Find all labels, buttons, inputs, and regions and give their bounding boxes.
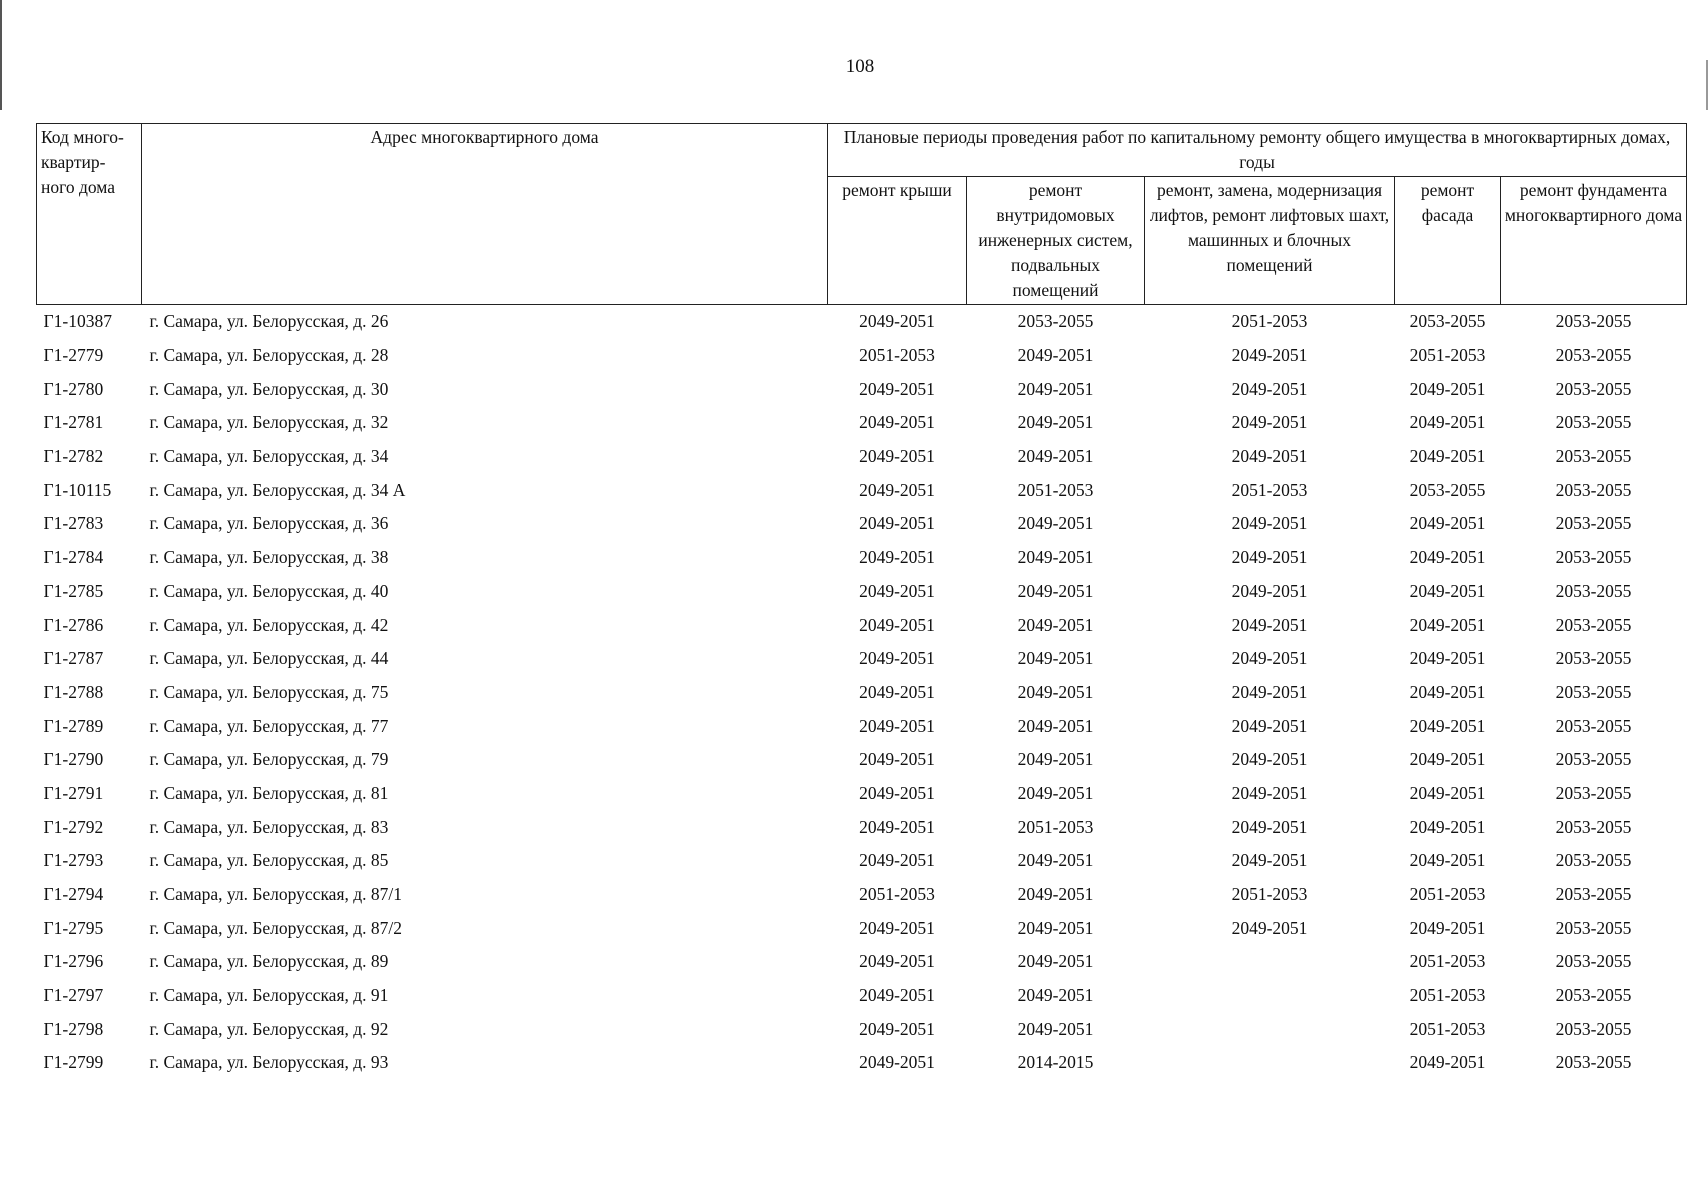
cell-roof: 2049-2051	[859, 378, 935, 399]
cell-foundation: 2053-2055	[1555, 614, 1632, 635]
header-code: Код много-квартир-ного дома	[37, 124, 142, 305]
cell-engineering: 2051-2053	[1017, 479, 1094, 500]
cell-engineering: 2049-2051	[1017, 681, 1094, 702]
cell-address: г. Самара, ул. Белорусская, д. 44	[149, 648, 389, 669]
cell-facade: 2049-2051	[1409, 378, 1486, 399]
cell-foundation: 2053-2055	[1555, 884, 1632, 905]
cell-foundation: 2053-2055	[1555, 311, 1632, 332]
cell-roof: 2049-2051	[859, 850, 935, 871]
cell-code: Г1-2797	[43, 985, 104, 1006]
cell-roof: 2049-2051	[859, 412, 935, 433]
cell-code: Г1-2792	[43, 816, 104, 837]
cell-code: Г1-2798	[43, 1018, 104, 1039]
cell-engineering: 2049-2051	[1017, 749, 1094, 770]
table-row	[37, 743, 1687, 777]
cell-code: Г1-2783	[43, 513, 104, 534]
cell-code: Г1-2795	[43, 917, 104, 938]
cell-foundation: 2053-2055	[1555, 580, 1632, 601]
cell-engineering: 2049-2051	[1017, 513, 1094, 534]
table-row	[37, 945, 1687, 979]
table-row	[37, 676, 1687, 710]
table-row	[37, 406, 1687, 440]
cell-facade: 2049-2051	[1409, 580, 1486, 601]
table-row	[37, 339, 1687, 373]
cell-address: г. Самара, ул. Белорусская, д. 36	[149, 513, 389, 534]
cell-engineering: 2014-2015	[1017, 1052, 1094, 1073]
cell-engineering: 2049-2051	[1017, 648, 1094, 669]
cell-engineering: 2049-2051	[1017, 378, 1094, 399]
cell-foundation: 2053-2055	[1555, 715, 1632, 736]
table-row	[37, 305, 1687, 339]
cell-facade: 2051-2053	[1409, 985, 1486, 1006]
cell-foundation: 2053-2055	[1555, 648, 1632, 669]
cell-address: г. Самара, ул. Белорусская, д. 42	[149, 614, 389, 635]
cell-facade: 2049-2051	[1409, 547, 1486, 568]
cell-address: г. Самара, ул. Белорусская, д. 32	[149, 412, 389, 433]
cell-engineering: 2053-2055	[1017, 311, 1094, 332]
cell-roof: 2049-2051	[859, 614, 935, 635]
cell-engineering: 2049-2051	[1017, 850, 1094, 871]
cell-address: г. Самара, ул. Белорусская, д. 38	[149, 547, 389, 568]
cell-facade: 2049-2051	[1409, 446, 1486, 467]
cell-foundation: 2053-2055	[1555, 378, 1632, 399]
cell-roof: 2049-2051	[859, 749, 935, 770]
cell-code: Г1-2787	[43, 648, 104, 669]
cell-code: Г1-2784	[43, 547, 104, 568]
cell-code: Г1-2790	[43, 749, 104, 770]
cell-foundation: 2053-2055	[1555, 782, 1632, 803]
cell-facade: 2051-2053	[1409, 951, 1486, 972]
cell-foundation: 2053-2055	[1555, 547, 1632, 568]
cell-address: г. Самара, ул. Белорусская, д. 26	[149, 311, 389, 332]
cell-foundation: 2053-2055	[1555, 985, 1632, 1006]
cell-foundation: 2053-2055	[1555, 749, 1632, 770]
cell-engineering: 2049-2051	[1017, 412, 1094, 433]
cell-lifts: 2049-2051	[1231, 850, 1308, 871]
cell-roof: 2049-2051	[859, 311, 935, 332]
table-row	[37, 541, 1687, 575]
cell-engineering: 2049-2051	[1017, 547, 1094, 568]
cell-foundation: 2053-2055	[1555, 345, 1632, 366]
cell-foundation: 2053-2055	[1555, 951, 1632, 972]
cell-lifts: 2049-2051	[1231, 681, 1308, 702]
header-address: Адрес многоквартирного дома	[142, 124, 828, 305]
cell-lifts: 2051-2053	[1231, 311, 1308, 332]
cell-engineering: 2049-2051	[1017, 884, 1094, 905]
cell-code: Г1-2788	[43, 681, 104, 702]
cell-lifts: 2049-2051	[1231, 446, 1308, 467]
cell-code: Г1-2779	[43, 345, 104, 366]
cell-code: Г1-2789	[43, 715, 104, 736]
cell-roof: 2049-2051	[859, 1052, 935, 1073]
cell-foundation: 2053-2055	[1555, 479, 1632, 500]
cell-code: Г1-2794	[43, 884, 104, 905]
cell-lifts: 2051-2053	[1231, 884, 1308, 905]
cell-facade: 2051-2053	[1409, 884, 1486, 905]
cell-lifts: 2049-2051	[1231, 782, 1308, 803]
cell-code: Г1-2780	[43, 378, 104, 399]
cell-address: г. Самара, ул. Белорусская, д. 93	[149, 1052, 389, 1073]
cell-lifts: 2051-2053	[1231, 479, 1308, 500]
cell-roof: 2049-2051	[859, 917, 935, 938]
cell-engineering: 2049-2051	[1017, 614, 1094, 635]
table-row	[37, 810, 1687, 844]
cell-foundation: 2053-2055	[1555, 1018, 1632, 1039]
cell-roof: 2049-2051	[859, 951, 935, 972]
cell-lifts: 2049-2051	[1231, 412, 1308, 433]
table-row	[37, 608, 1687, 642]
cell-facade: 2049-2051	[1409, 715, 1486, 736]
cell-address: г. Самара, ул. Белорусская, д. 85	[149, 850, 389, 871]
cell-address: г. Самара, ул. Белорусская, д. 77	[149, 715, 389, 736]
cell-engineering: 2049-2051	[1017, 345, 1094, 366]
cell-address: г. Самара, ул. Белорусская, д. 81	[149, 782, 389, 803]
cell-roof: 2049-2051	[859, 479, 935, 500]
cell-address: г. Самара, ул. Белорусская, д. 30	[149, 378, 389, 399]
cell-engineering: 2049-2051	[1017, 985, 1094, 1006]
cell-lifts	[1145, 979, 1395, 1013]
cell-facade: 2049-2051	[1409, 749, 1486, 770]
cell-address: г. Самара, ул. Белорусская, д. 87/2	[149, 917, 403, 938]
header-roof: ремонт крыши	[828, 177, 967, 305]
scan-edge-left	[0, 0, 2, 110]
cell-code: Г1-2785	[43, 580, 104, 601]
table-row	[37, 642, 1687, 676]
cell-address: г. Самара, ул. Белорусская, д. 75	[149, 681, 389, 702]
cell-lifts: 2049-2051	[1231, 715, 1308, 736]
cell-engineering: 2049-2051	[1017, 715, 1094, 736]
cell-roof: 2049-2051	[859, 985, 935, 1006]
cell-facade: 2051-2053	[1409, 1018, 1486, 1039]
page-number: 108	[845, 56, 875, 77]
cell-facade: 2049-2051	[1409, 614, 1486, 635]
table-row	[37, 777, 1687, 811]
cell-lifts: 2049-2051	[1231, 917, 1308, 938]
cell-lifts: 2049-2051	[1231, 378, 1308, 399]
cell-roof: 2049-2051	[859, 513, 935, 534]
cell-facade: 2051-2053	[1409, 345, 1486, 366]
cell-foundation: 2053-2055	[1555, 446, 1632, 467]
cell-facade: 2049-2051	[1409, 917, 1486, 938]
cell-engineering: 2049-2051	[1017, 782, 1094, 803]
table-row	[37, 507, 1687, 541]
cell-address: г. Самара, ул. Белорусская, д. 28	[149, 345, 389, 366]
cell-address: г. Самара, ул. Белорусская, д. 89	[149, 951, 389, 972]
cell-engineering: 2049-2051	[1017, 580, 1094, 601]
cell-facade: 2049-2051	[1409, 782, 1486, 803]
cell-facade: 2049-2051	[1409, 513, 1486, 534]
table-row	[37, 473, 1687, 507]
cell-code: Г1-2799	[43, 1052, 104, 1073]
cell-address: г. Самара, ул. Белорусская, д. 79	[149, 749, 389, 770]
cell-code: Г1-2781	[43, 412, 104, 433]
cell-lifts	[1145, 1012, 1395, 1046]
cell-roof: 2049-2051	[859, 547, 935, 568]
cell-lifts: 2049-2051	[1231, 580, 1308, 601]
cell-lifts: 2049-2051	[1231, 547, 1308, 568]
cell-roof: 2049-2051	[859, 782, 935, 803]
table-row	[37, 575, 1687, 609]
header-facade: ремонт фасада	[1395, 177, 1501, 305]
cell-roof: 2051-2053	[859, 345, 935, 366]
header-engineering: ремонт внутридомовых инженерных систем, подвальных помещений	[967, 177, 1145, 305]
cell-facade: 2049-2051	[1409, 681, 1486, 702]
header-foundation: ремонт фундамента многоквартирного дома	[1501, 177, 1687, 305]
cell-engineering: 2051-2053	[1017, 816, 1094, 837]
cell-engineering: 2049-2051	[1017, 446, 1094, 467]
cell-code: Г1-10387	[43, 311, 112, 332]
table-row	[37, 372, 1687, 406]
table-row	[37, 911, 1687, 945]
cell-lifts	[1145, 945, 1395, 979]
cell-engineering: 2049-2051	[1017, 917, 1094, 938]
cell-code: Г1-2791	[43, 782, 104, 803]
cell-code: Г1-10115	[43, 479, 112, 500]
cell-roof: 2049-2051	[859, 816, 935, 837]
cell-foundation: 2053-2055	[1555, 816, 1632, 837]
cell-facade: 2049-2051	[1409, 1052, 1486, 1073]
cell-address: г. Самара, ул. Белорусская, д. 92	[149, 1018, 389, 1039]
table-body	[37, 305, 1687, 1080]
cell-address: г. Самара, ул. Белорусская, д. 34	[149, 446, 389, 467]
cell-facade: 2053-2055	[1409, 311, 1486, 332]
cell-code: Г1-2782	[43, 446, 104, 467]
table-row	[37, 440, 1687, 474]
cell-roof: 2049-2051	[859, 681, 935, 702]
cell-address: г. Самара, ул. Белорусская, д. 87/1	[149, 884, 403, 905]
table-row	[37, 1012, 1687, 1046]
cell-code: Г1-2786	[43, 614, 104, 635]
cell-address: г. Самара, ул. Белорусская, д. 91	[149, 985, 389, 1006]
repair-schedule-table	[36, 123, 1687, 1080]
cell-address: г. Самара, ул. Белорусская, д. 83	[149, 816, 389, 837]
cell-facade: 2049-2051	[1409, 412, 1486, 433]
cell-lifts: 2049-2051	[1231, 513, 1308, 534]
cell-foundation: 2053-2055	[1555, 850, 1632, 871]
cell-lifts: 2049-2051	[1231, 749, 1308, 770]
cell-facade: 2049-2051	[1409, 850, 1486, 871]
cell-foundation: 2053-2055	[1555, 681, 1632, 702]
header-lifts: ремонт, замена, модернизация лифтов, ремонт лифтовых шахт, машинных и блочных помещений	[1145, 177, 1395, 305]
cell-foundation: 2053-2055	[1555, 917, 1632, 938]
table-row	[37, 1046, 1687, 1080]
cell-code: Г1-2796	[43, 951, 104, 972]
cell-lifts: 2049-2051	[1231, 614, 1308, 635]
cell-foundation: 2053-2055	[1555, 513, 1632, 534]
cell-roof: 2049-2051	[859, 648, 935, 669]
table-row	[37, 709, 1687, 743]
cell-engineering: 2049-2051	[1017, 1018, 1094, 1039]
cell-lifts: 2049-2051	[1231, 345, 1308, 366]
cell-address: г. Самара, ул. Белорусская, д. 34 А	[149, 479, 406, 500]
table-row	[37, 878, 1687, 912]
cell-facade: 2053-2055	[1409, 479, 1486, 500]
cell-roof: 2049-2051	[859, 580, 935, 601]
cell-facade: 2049-2051	[1409, 648, 1486, 669]
table-row	[37, 979, 1687, 1013]
cell-roof: 2049-2051	[859, 715, 935, 736]
cell-lifts: 2049-2051	[1231, 648, 1308, 669]
header-periods: Плановые периоды проведения работ по капитальному ремонту общего имущества в многоквартирных домах, годы	[828, 124, 1687, 177]
cell-foundation: 2053-2055	[1555, 1052, 1632, 1073]
cell-engineering: 2049-2051	[1017, 951, 1094, 972]
cell-roof: 2049-2051	[859, 1018, 935, 1039]
cell-lifts: 2049-2051	[1231, 816, 1308, 837]
cell-code: Г1-2793	[43, 850, 104, 871]
table-row	[37, 844, 1687, 878]
cell-lifts	[1145, 1046, 1395, 1080]
cell-address: г. Самара, ул. Белорусская, д. 40	[149, 580, 389, 601]
cell-roof: 2051-2053	[859, 884, 935, 905]
cell-roof: 2049-2051	[859, 446, 935, 467]
cell-facade: 2049-2051	[1409, 816, 1486, 837]
cell-foundation: 2053-2055	[1555, 412, 1632, 433]
